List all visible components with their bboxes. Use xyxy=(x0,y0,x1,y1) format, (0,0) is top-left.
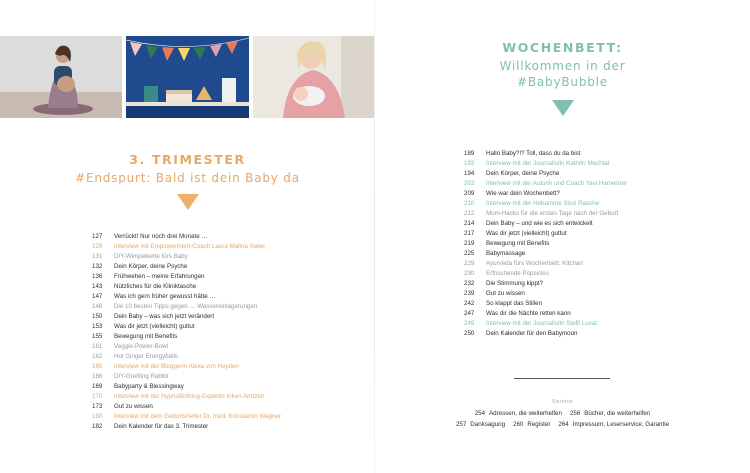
toc-page-number: 155 xyxy=(92,333,103,340)
toc-entry-title: Erfrischende Popsicles xyxy=(486,270,549,277)
toc-entry-title: Was ich gern früher gewusst hätte … xyxy=(114,293,216,300)
toc-entry-title: Hot Ginger Energyballs xyxy=(114,353,178,360)
toc-entry xyxy=(464,179,627,189)
service-title: Service xyxy=(551,399,574,405)
toc-entry xyxy=(92,422,281,432)
toc-entry xyxy=(92,412,281,422)
toc-entry xyxy=(92,272,281,282)
service-page-number: 257 xyxy=(455,421,467,428)
toc-page-number: 225 xyxy=(464,250,475,257)
toc-page-number: 239 xyxy=(464,290,475,297)
toc-page-number: 193 xyxy=(464,160,475,167)
toc-page-number: 217 xyxy=(464,230,475,237)
toc-page-number: 143 xyxy=(92,283,103,290)
toc-entry-title: Wie war dein Wochenbett? xyxy=(486,190,560,197)
toc-entry xyxy=(464,329,627,339)
toc-entry-title: Interview mit der Journalistin Steffi Luxat xyxy=(486,320,597,327)
toc-entry xyxy=(92,282,281,292)
toc-page-number: 203 xyxy=(464,180,475,187)
toc-entry-title: DIY-Greifling Rabbit xyxy=(114,373,169,380)
toc-entry xyxy=(92,332,281,342)
toc-entry-title: Veggie-Power-Bowl xyxy=(114,343,168,350)
toc-entry-title: Bewegung mit Benefits xyxy=(114,333,178,340)
toc-page-number: 153 xyxy=(92,323,103,330)
section-title: WOCHENBETT: xyxy=(502,40,623,55)
toc-entry xyxy=(464,149,627,159)
toc-entry-title: Nützliches für die Kliniktasche xyxy=(114,283,197,290)
toc-page-number: 173 xyxy=(92,403,103,410)
toc-entry xyxy=(92,342,281,352)
toc-page-number: 169 xyxy=(92,383,103,390)
toc-entry-title: Mom-Hacks für die ersten Tage nach der Geburt xyxy=(486,210,619,217)
toc-page-number: 150 xyxy=(92,313,103,320)
toc-entry-title: Gut zu wissen xyxy=(114,403,153,410)
right-page xyxy=(375,0,750,473)
toc-entry xyxy=(92,372,281,382)
toc-entry xyxy=(464,189,627,199)
toc-page-number: 210 xyxy=(464,200,475,207)
service-divider xyxy=(514,378,610,379)
toc-entry-title: Was dir jetzt (vielleicht) guttut xyxy=(114,323,195,330)
toc-entry-title: Frühwehen – meine Erfahrungen xyxy=(114,273,205,280)
toc-page-number: 242 xyxy=(464,300,475,307)
service-line-1 xyxy=(375,410,750,417)
toc-page-number: 162 xyxy=(92,353,103,360)
toc-page-number: 219 xyxy=(464,240,475,247)
toc-entry xyxy=(464,219,627,229)
toc-entry xyxy=(92,392,281,402)
toc-entry xyxy=(92,362,281,372)
triangle-marker-icon xyxy=(552,100,574,116)
service-page-number: 254 xyxy=(474,410,486,417)
toc-page-number: 129 xyxy=(92,243,103,250)
toc-entry xyxy=(464,269,627,279)
toc-entry xyxy=(464,229,627,239)
toc-entry-title: Babymassage xyxy=(486,250,526,257)
toc-page-number: 212 xyxy=(464,210,475,217)
toc-entry-title: Dein Körper, deine Psyche xyxy=(486,170,560,177)
toc-page-number: 136 xyxy=(92,273,103,280)
toc-entry xyxy=(464,249,627,259)
toc-entry xyxy=(464,199,627,209)
toc-page-number: 180 xyxy=(92,413,103,420)
toc-entry xyxy=(464,279,627,289)
photo-party-bunting-shelf xyxy=(126,36,249,118)
toc-entry xyxy=(92,382,281,392)
toc-entry-title: Dein Baby – und wie es sich entwickelt xyxy=(486,220,593,227)
toc-entry-title: Babyparty & Blessingway xyxy=(114,383,184,390)
toc-page-number: 250 xyxy=(464,330,475,337)
service-entry-title: Impressum, Leserservice, Garantie xyxy=(572,421,670,428)
toc-page-number: 182 xyxy=(92,423,103,430)
triangle-marker-icon xyxy=(177,194,199,210)
toc-page-number: 194 xyxy=(464,170,475,177)
toc-entry-title: Interview mit der Bloggerin Alexa von Heyden xyxy=(114,363,239,370)
photo-pregnant-woman-yoga xyxy=(0,36,122,118)
service-entry-title: Adressen, die weiterhelfen xyxy=(489,410,562,417)
section-subtitle-line1: Willkommen in der xyxy=(499,59,626,73)
toc-page-number: 166 xyxy=(92,373,103,380)
toc-entry xyxy=(92,242,281,252)
toc-entry-title: Dein Kalender für den Babymoon xyxy=(486,330,578,337)
toc-page-number: 232 xyxy=(464,280,475,287)
toc-list-trimester xyxy=(92,232,281,432)
toc-entry-title: Dein Baby – was sich jetzt verändert xyxy=(114,313,215,320)
service-line-2 xyxy=(375,421,750,428)
toc-page-number: 230 xyxy=(464,270,475,277)
toc-entry-title: Was dir jetzt (vielleicht) guttut xyxy=(486,230,567,237)
service-page-number: 256 xyxy=(569,410,581,417)
toc-entry-title: Interview mit der Autorin und Coach Yavi Hameister xyxy=(486,180,628,187)
service-page-number: 264 xyxy=(558,421,569,428)
toc-entry xyxy=(464,159,627,169)
toc-entry xyxy=(464,209,627,219)
toc-page-number: 189 xyxy=(464,150,475,157)
trimester-heading xyxy=(0,152,375,210)
section-title: 3. TRIMESTER xyxy=(129,152,246,167)
toc-entry xyxy=(464,319,627,329)
toc-entry-title: Hallo Baby?!? Toll, dass du da bist xyxy=(486,150,581,157)
toc-entry-title: Interview mit Empowerment-Coach Laura Malina Seiler xyxy=(114,243,266,250)
toc-page-number: 247 xyxy=(464,310,475,317)
toc-entry-title: Ayurveda fürs Wochenbett: Kitchari xyxy=(486,260,583,267)
toc-page-number: 170 xyxy=(92,393,103,400)
toc-entry-title: DIY-Wimpelkette fürs Baby xyxy=(114,253,188,260)
toc-entry-title: Die 10 besten Tipps gegen … Wassereinlagerungen xyxy=(114,303,258,310)
toc-entry-title: Interview mit der HypnoBirthing-Expertin Inken Arntzen xyxy=(114,393,265,400)
photo-woman-holding-baby xyxy=(253,36,375,118)
toc-entry-title: Was dir die Nächte retten kann xyxy=(486,310,571,317)
toc-entry-title: Verrückt! Nur noch drei Monate … xyxy=(114,233,208,240)
toc-page-number: 127 xyxy=(92,233,103,240)
wochenbett-heading xyxy=(375,40,750,116)
service-entry-title: Bücher, die weiterhelfen xyxy=(584,410,651,417)
toc-page-number: 148 xyxy=(92,303,103,310)
toc-entry xyxy=(464,309,627,319)
toc-entry-title: Dein Körper, deine Psyche xyxy=(114,263,188,270)
toc-page-number: 131 xyxy=(92,253,103,260)
toc-page-number: 147 xyxy=(92,293,103,300)
service-entry-title: Danksagung xyxy=(470,421,506,428)
toc-entry xyxy=(464,289,627,299)
toc-list-wochenbett xyxy=(464,149,627,339)
section-subtitle: #Endspurt: Bald ist dein Baby da xyxy=(75,171,300,185)
toc-entry xyxy=(92,252,281,262)
toc-entry-title: Bewegung mit Benefits xyxy=(486,240,550,247)
toc-page-number: 161 xyxy=(92,343,103,350)
service-page-number: 260 xyxy=(513,421,524,428)
toc-entry xyxy=(92,312,281,322)
toc-entry xyxy=(464,239,627,249)
toc-entry xyxy=(464,169,627,179)
toc-entry xyxy=(92,232,281,242)
toc-page-number: 229 xyxy=(464,260,475,267)
toc-page-number: 165 xyxy=(92,363,103,370)
toc-entry xyxy=(92,302,281,312)
toc-page-number: 132 xyxy=(92,263,103,270)
toc-entry-title: Interview mit der Hebamme Sissi Rasche xyxy=(486,200,600,207)
toc-entry xyxy=(464,259,627,269)
toc-entry-title: Dein Kalender für das 3. Trimester xyxy=(114,423,209,430)
toc-entry-title: So klappt das Stillen xyxy=(486,300,543,307)
toc-entry-title: Interview mit der Journalistin Kathrin Mechtat xyxy=(486,160,610,167)
toc-entry xyxy=(92,402,281,412)
toc-entry xyxy=(92,262,281,272)
toc-entry xyxy=(464,299,627,309)
toc-page-number: 214 xyxy=(464,220,475,227)
toc-entry xyxy=(92,322,281,332)
toc-entry xyxy=(92,352,281,362)
toc-page-number: 209 xyxy=(464,190,475,197)
toc-page-number: 249 xyxy=(464,320,475,327)
toc-entry-title: Die Stimmung kippt? xyxy=(486,280,544,287)
toc-entry xyxy=(92,292,281,302)
toc-entry-title: Gut zu wissen xyxy=(486,290,525,297)
toc-entry-title: Interview mit dem Geburtshelfer Dr. med. Konstantin Wagner xyxy=(114,413,281,420)
section-subtitle-line2: #BabyBubble xyxy=(517,75,608,89)
service-entry-title: Register xyxy=(527,421,551,428)
